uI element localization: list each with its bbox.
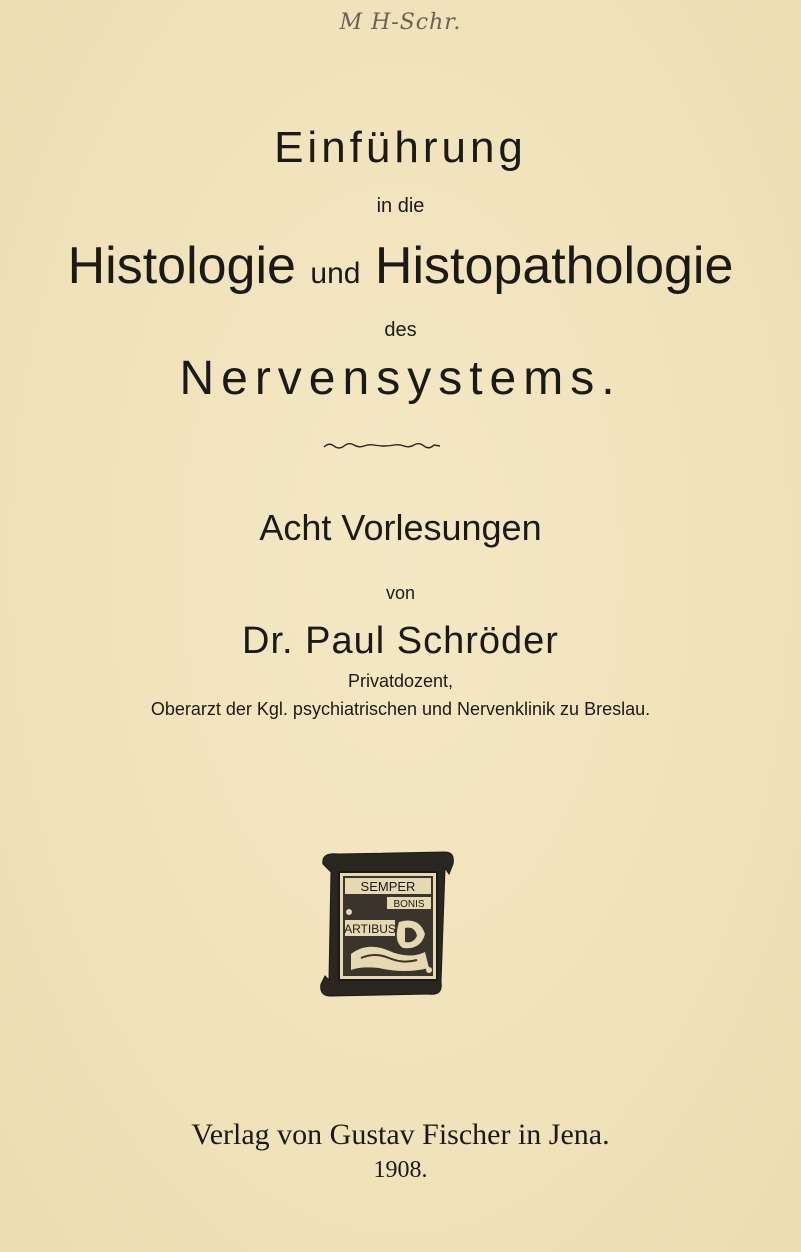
wavy-rule-ornament [323, 440, 441, 452]
title-line-einfuehrung: Einführung [274, 123, 527, 172]
mark-text-bonis: BONIS [393, 899, 425, 910]
title-line-histologie [0, 237, 801, 295]
author-affiliation: Oberarzt der Kgl. psychiatrischen und Nervenklinik zu Breslau. [150, 699, 651, 719]
title-word-histologie: Histologie [67, 237, 296, 295]
mark-text-artibus: ARTIBUS [344, 922, 396, 936]
subtitle-acht-vorlesungen: Acht Vorlesungen [259, 507, 542, 548]
title-line-in-die: in die [376, 195, 425, 217]
title-word-und: und [310, 257, 361, 290]
title-line-des: des [384, 319, 417, 341]
handwritten-note: M H-Schr. [339, 10, 462, 35]
mark-text-semper: SEMPER [360, 879, 416, 894]
title-word-histopathologie: Histopathologie [374, 237, 734, 295]
author-name: Dr. Paul Schröder [242, 620, 559, 662]
author-position: Privatdozent, [347, 671, 454, 691]
title-line-nervensystems: Nervensystems. [179, 352, 622, 405]
publisher-imprint: Verlag von Gustav Fischer in Jena. [191, 1118, 610, 1151]
printers-mark-emblem [317, 850, 457, 998]
publication-year: 1908. [373, 1157, 428, 1183]
byline-von: von [385, 583, 416, 603]
